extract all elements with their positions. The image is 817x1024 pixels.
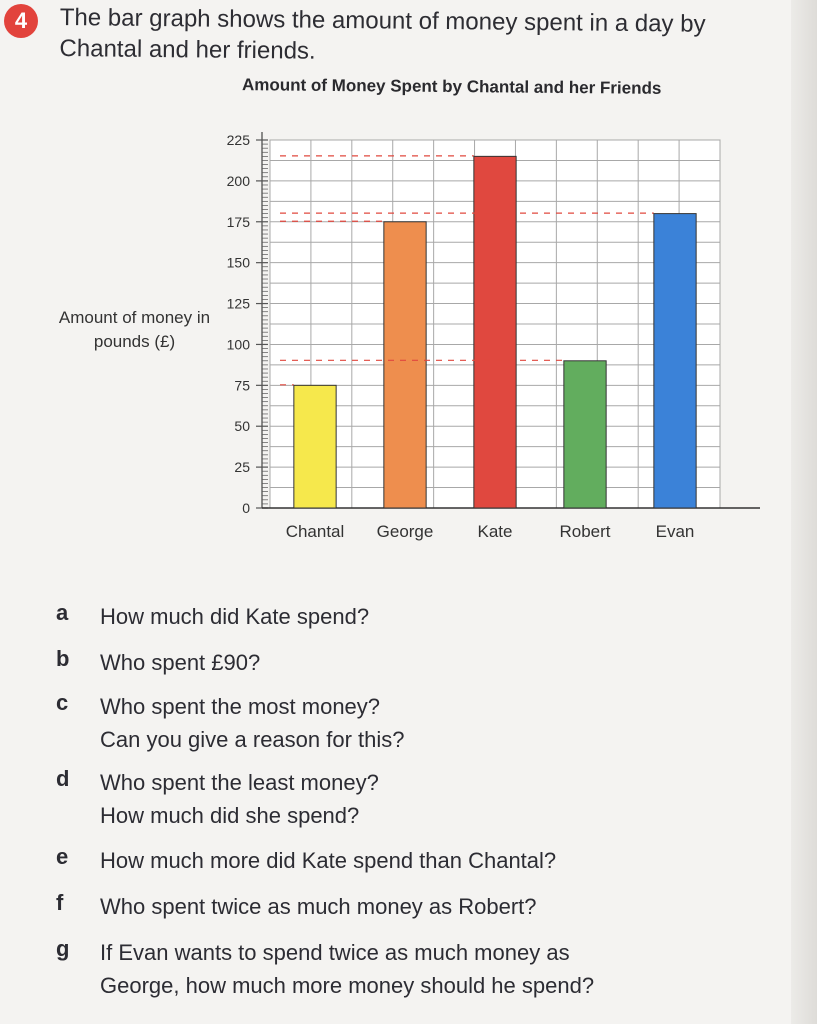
- question-line: George, how much more money should he spend?: [100, 973, 595, 998]
- y-tick-label: 125: [226, 295, 250, 312]
- question-line: How much did Kate spend?: [100, 604, 370, 629]
- question-text: [100, 844, 556, 877]
- chart-title: Amount of Money Spent by Chantal and her Friends: [241, 75, 662, 98]
- x-tick-label: George: [376, 522, 434, 541]
- question-letter: a: [56, 600, 69, 625]
- x-tick-label: Evan: [655, 522, 695, 541]
- question-text: [100, 936, 594, 1002]
- y-tick-label: 100: [226, 336, 250, 353]
- question-line: Who spent the most money?: [100, 694, 381, 719]
- question-letter: c: [56, 690, 69, 715]
- y-tick-label: 25: [234, 459, 250, 476]
- question-text: [100, 646, 260, 679]
- y-tick-label: 0: [242, 500, 250, 516]
- y-axis-label: Amount of money in pounds (£): [58, 308, 211, 351]
- bar-chantal: [294, 385, 336, 508]
- question-line: How much did she spend?: [100, 803, 360, 828]
- question-line: If Evan wants to spend twice as much money as: [100, 940, 570, 965]
- question-text: [100, 766, 379, 832]
- bar-robert: [564, 361, 606, 508]
- y-tick-label: 225: [226, 132, 250, 148]
- question-letter: d: [56, 766, 70, 791]
- question-text: [100, 690, 405, 756]
- question-line: Who spent the least money?: [100, 770, 379, 795]
- question-line: Who spent £90?: [100, 650, 261, 675]
- bar-george: [384, 222, 426, 508]
- question-intro: The bar graph shows the amount of money spent in a day by Chantal and her friends.: [59, 3, 706, 65]
- question-text: [100, 600, 369, 633]
- question-letter: f: [56, 890, 64, 915]
- question-text: [100, 890, 537, 923]
- question-number-badge: 4: [4, 4, 38, 38]
- y-tick-label: 75: [234, 377, 250, 394]
- x-tick-label: Kate: [477, 522, 513, 541]
- question-line: Who spent twice as much money as Robert?: [100, 894, 537, 919]
- question-line: Can you give a reason for this?: [100, 727, 405, 752]
- y-tick-label: 200: [226, 172, 250, 189]
- x-tick-label: Robert: [559, 522, 611, 541]
- bar-chart: [200, 120, 780, 560]
- y-tick-label: 50: [234, 418, 250, 435]
- y-tick-label: 175: [226, 213, 250, 230]
- page-edge-shadow: [791, 0, 817, 1024]
- question-letter: e: [56, 844, 69, 869]
- bar-evan: [654, 214, 696, 508]
- question-line: How much more did Kate spend than Chantal?: [100, 848, 557, 873]
- question-letter: g: [56, 936, 70, 961]
- bar-kate: [474, 156, 516, 508]
- question-letter: b: [56, 646, 70, 671]
- x-tick-label: Chantal: [285, 522, 345, 541]
- y-tick-label: 150: [226, 254, 250, 271]
